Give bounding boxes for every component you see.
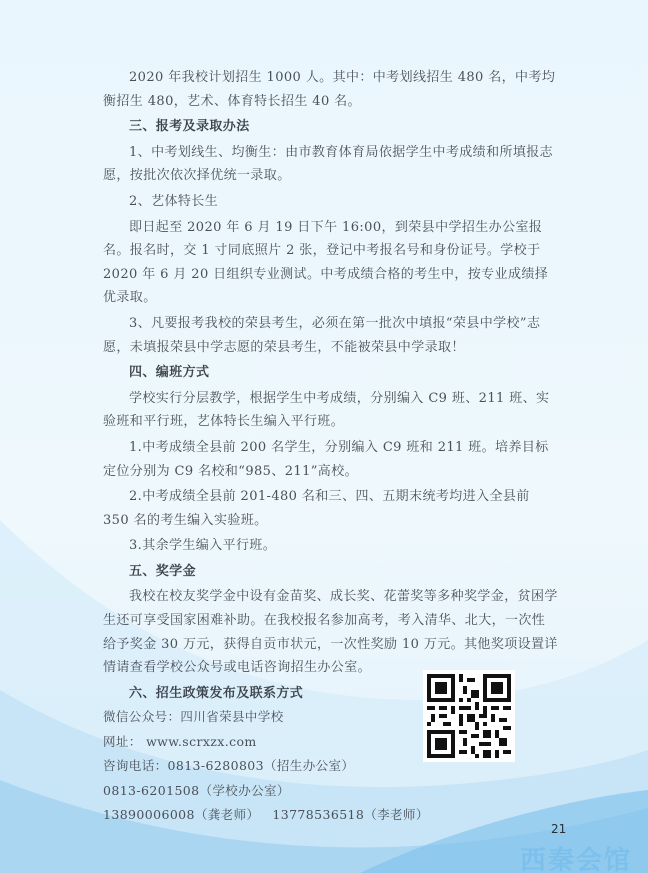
heading-section-3: 三、报考及录取办法 (129, 119, 250, 135)
website-link[interactable]: 网址： www.scrxzx.com (103, 733, 257, 749)
paragraph-class-3: 3.其余学生编入平行班。 (129, 538, 277, 554)
heading-section-4: 四、编班方式 (129, 365, 210, 381)
paragraph-class-intro: 学校实行分层教学，根据学生中考成绩，分别编入 C9 班、211 班、实验班和平行班，艺体特长生编入平行班。 (103, 390, 550, 430)
paragraph-admission-1: 1、中考划线生、均衡生：由市教育体育局依据学生中考成绩和所填报志愿，按批次依次择优统一录取。 (103, 144, 554, 184)
office-phone: 0813-6201508（学校办公室） (103, 782, 290, 798)
paragraph-admission-3: 3、凡要报考我校的荣县考生，必须在第一批次中填报“荣县中学校”志愿，未填报荣县中学志愿的荣县考生，不能被荣县中学录取！ (103, 315, 541, 355)
mobile-phone-1: 13890006008（龚老师） (103, 807, 260, 823)
paragraph-1: 2020 年我校计划招生 1000 人。其中：中考划线招生 480 名，中考均衡招生 480，艺术、体育特长招生 40 名。 (103, 70, 556, 109)
qr-code-icon[interactable] (423, 670, 515, 762)
consult-phone: 咨询电话：0813-6280803（招生办公室） (103, 758, 355, 774)
wechat-account: 微信公众号：四川省荣县中学校 (103, 709, 284, 725)
paragraph-class-2: 2.中考成绩全县前 201-480 名和三、四、五期末统考均进入全县前 350 名的考生编入实验班。 (103, 489, 530, 528)
mobile-phones (103, 803, 558, 828)
qr-code-graphic (427, 674, 511, 758)
paragraph-class-1: 1.中考成绩全县前 200 名学生，分别编入 C9 班和 211 班。培养目标定位分别为 C9 名校和“985、211”高校。 (103, 439, 549, 479)
mobile-phone-2: 13778536518（李老师） (272, 807, 429, 823)
paragraph-admission-2-detail: 即日起至 2020 年 6 月 19 日下午 16:00，到荣县中学招生办公室报名。报名时，交 1 寸同底照片 2 张，登记中考报名号和身份证号。学校于 2020 年 6 月 20 日组织专业测试。中考成绩合格的考生中，按专业成绩择优录取。 (103, 219, 549, 306)
paragraph-scholarship: 我校在校友奖学金中设有金苗奖、成长奖、花蕾奖等多种奖学金，贫困学生还可享受国家困难补助。在我校报名参加高考，考入清华、北大，一次性给予奖金 30 万元，获得自贡市状元，一次性奖励 10 万元。其他奖项设置详情请查看学校公众号或电话咨询招生办公室。 (103, 589, 558, 676)
page-number: 21 (551, 822, 567, 836)
heading-section-6: 六、招生政策发布及联系方式 (129, 685, 304, 701)
heading-section-5: 五、奖学金 (129, 563, 197, 579)
paragraph-admission-2: 2、艺体特长生 (129, 193, 219, 209)
watermark-logo: 西秦会馆 (520, 846, 633, 873)
